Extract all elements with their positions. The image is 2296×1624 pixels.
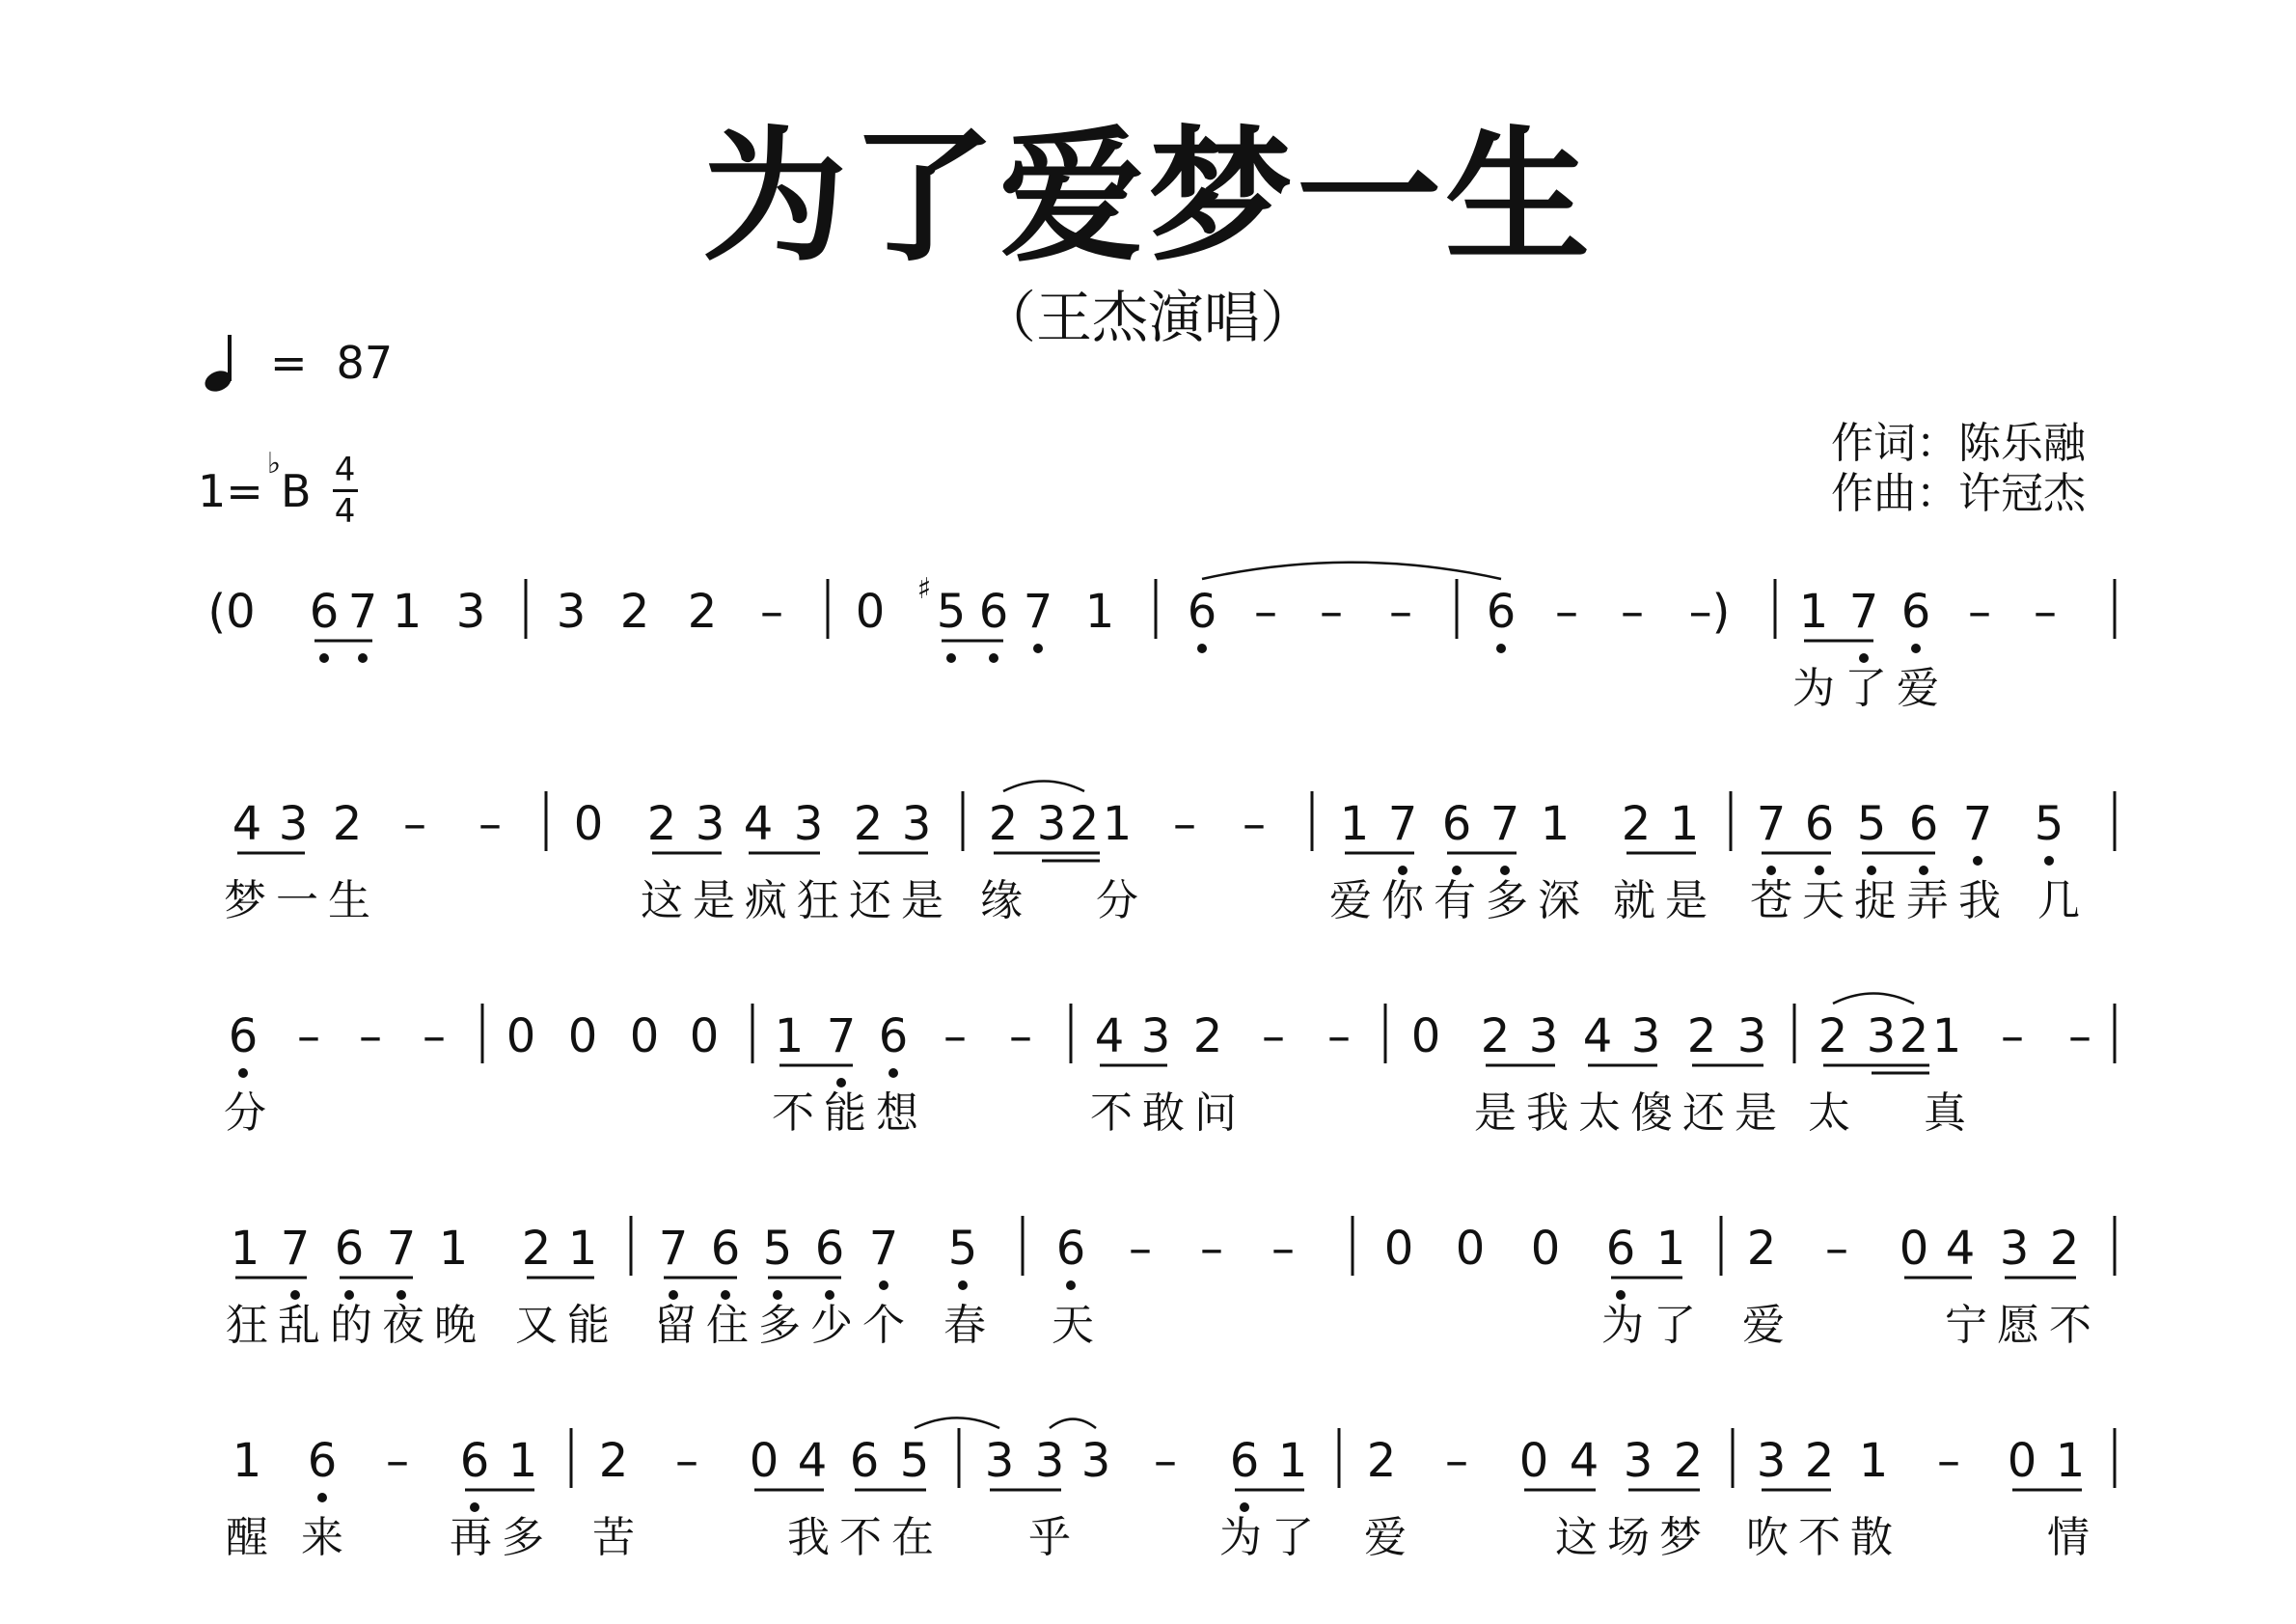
jianpu-note: 1 (232, 1434, 262, 1488)
jianpu-note: 2 (521, 1222, 552, 1276)
dash-note: – (1445, 1434, 1468, 1488)
jianpu-note: 6 (849, 1434, 880, 1488)
jianpu-note: 2 (1480, 1009, 1511, 1063)
jianpu-note: 6 (878, 1009, 909, 1063)
low-octave-dot (1867, 866, 1876, 875)
jianpu-note: 3 (1623, 1434, 1654, 1488)
tie-slur (1202, 563, 1501, 579)
jianpu-note: 0 (506, 1009, 536, 1063)
jianpu-note: 6 (459, 1434, 490, 1488)
lyric-text: 不能想 (772, 1088, 928, 1138)
jianpu-note: 3 (1034, 1434, 1065, 1488)
jianpu-note: 6 (228, 1009, 259, 1063)
jianpu-note: 7 (826, 1009, 857, 1063)
lyric-text: 苍天捉弄我 (1750, 876, 2010, 925)
low-octave-dot (879, 1280, 888, 1290)
jianpu-note: 2 (1192, 1009, 1223, 1063)
key-prefix: 1= (198, 464, 263, 517)
low-octave-dot (1500, 866, 1510, 875)
jianpu-note: 3 (901, 797, 932, 851)
jianpu-note: 1 (1669, 797, 1700, 851)
jianpu-note: 1 (1931, 1009, 1962, 1063)
lyric-text: 天 (1052, 1301, 1104, 1350)
jianpu-note: 5 (899, 1434, 930, 1488)
dash-note: – (386, 1434, 409, 1488)
jianpu-note: 3 (1036, 797, 1067, 851)
low-octave-dot (1973, 856, 1982, 866)
jianpu-note: 7 (658, 1222, 689, 1276)
jianpu-note: 2 (1366, 1434, 1397, 1488)
jianpu-note: 2 (1686, 1009, 1717, 1063)
lyric-text: 梦一生 (224, 876, 380, 925)
jianpu-note: 2 (1899, 1009, 1929, 1063)
jianpu-note: 2 (1746, 1222, 1777, 1276)
jianpu-note: 2 (1804, 1434, 1835, 1488)
jianpu-note: 2 (1673, 1434, 1704, 1488)
jianpu-note: 5 (1856, 797, 1887, 851)
dash-note: – (1621, 585, 1644, 639)
lyric-text: 苦 (592, 1513, 644, 1562)
jianpu-note: 1 (774, 1009, 805, 1063)
key-note: B (280, 464, 312, 517)
lyric-text: 缘 (980, 876, 1032, 925)
jianpu-note: 7 (347, 585, 378, 639)
low-octave-dot (2044, 856, 2054, 866)
jianpu-note: 1 (1102, 797, 1133, 851)
low-octave-dot (1452, 866, 1462, 875)
jianpu-note: 7 (868, 1222, 899, 1276)
jianpu-note: 0 (1899, 1222, 1929, 1276)
composer-credit: 作曲：许冠杰 (1831, 469, 2086, 518)
lyricist-credit: 作词：陈乐融 (1831, 419, 2086, 468)
jianpu-note: 6 (309, 585, 340, 639)
jianpu-note: 1 (1277, 1434, 1308, 1488)
lyric-text: 分 (1096, 876, 1148, 925)
jianpu-note: 6 (1804, 797, 1835, 851)
dash-note: – (359, 1009, 382, 1063)
dash-note: – (1262, 1009, 1285, 1063)
lyric-text: 这场梦 (1555, 1513, 1711, 1562)
dash-note: – (1555, 585, 1578, 639)
jianpu-note: 5 (947, 1222, 978, 1276)
jianpu-note: 1 (392, 585, 423, 639)
lyric-text: 爱 (1742, 1301, 1794, 1350)
jianpu-note: 4 (1945, 1222, 1976, 1276)
low-octave-dot (1197, 644, 1207, 653)
jianpu-note: 2 (1069, 797, 1100, 851)
low-octave-dot (825, 1290, 834, 1300)
jianpu-note: 1 (567, 1222, 598, 1276)
jianpu-note: 2 (1621, 797, 1652, 851)
jianpu-note: 7 (1962, 797, 1993, 851)
dash-note: – (1320, 585, 1343, 639)
jianpu-note: 5 (762, 1222, 793, 1276)
jianpu-note: 0 (1410, 1009, 1441, 1063)
jianpu-note: 3 (1736, 1009, 1767, 1063)
jianpu-note: 3 (793, 797, 824, 851)
lyric-text: 再多 (450, 1513, 554, 1562)
jianpu-note: 6 (1900, 585, 1931, 639)
jianpu-note: 0 (2007, 1434, 2037, 1488)
jianpu-note: 3 (1630, 1009, 1661, 1063)
dash-note: – (1173, 797, 1196, 851)
jianpu-note: ♯ (916, 572, 932, 606)
jianpu-note: 0 (629, 1009, 660, 1063)
dash-note: – (478, 797, 502, 851)
jianpu-note: 6 (307, 1434, 338, 1488)
jianpu-note: 1 (1540, 797, 1571, 851)
dash-note: – (943, 1009, 967, 1063)
jianpu-note: 6 (1908, 797, 1939, 851)
jianpu-note: 1 (1339, 797, 1370, 851)
jianpu-note: 2 (646, 797, 677, 851)
lyric-text: 真 (1924, 1088, 1976, 1138)
low-octave-dot (1496, 644, 1506, 653)
jianpu-note: 2 (1818, 1009, 1848, 1063)
low-octave-dot (773, 1290, 782, 1300)
jianpu-note: (0 (207, 585, 256, 639)
jianpu-note: 3 (1528, 1009, 1559, 1063)
dash-note: – (2001, 1009, 2024, 1063)
time-signature-top: 4 (334, 451, 356, 489)
jianpu-note: 1 (438, 1222, 469, 1276)
jianpu-note: 6 (710, 1222, 741, 1276)
dash-note: – (423, 1009, 446, 1063)
low-octave-dot (1398, 866, 1408, 875)
singer-subtitle: （王杰演唱） (979, 285, 1316, 350)
dash-note: – (675, 1434, 698, 1488)
low-octave-dot (1766, 866, 1776, 875)
jianpu-note: 6 (1486, 585, 1517, 639)
jianpu-note: 1 (2055, 1434, 2086, 1488)
jianpu-note: 0 (689, 1009, 720, 1063)
flat-sign: ♭ (266, 447, 281, 481)
jianpu-note: 0 (567, 1009, 598, 1063)
lyric-text: 乎 (1028, 1513, 1080, 1562)
lyric-text: 春 (943, 1301, 996, 1350)
lyric-text: 爱 (1364, 1513, 1416, 1562)
jianpu-note: 0 (1518, 1434, 1549, 1488)
jianpu-note: 0 (1455, 1222, 1486, 1276)
low-octave-dot (470, 1502, 479, 1512)
dash-note: – (1327, 1009, 1351, 1063)
jianpu-note: 1 (1798, 585, 1829, 639)
lyric-text: 几 (2037, 876, 2090, 925)
low-octave-dot (888, 1068, 898, 1078)
jianpu-note: 7 (386, 1222, 417, 1276)
dash-note: – (2068, 1009, 2091, 1063)
lyric-text: 这是疯狂还是 (641, 876, 953, 925)
jianpu-note: 5 (936, 585, 967, 639)
jianpu-note: 1 (1655, 1222, 1686, 1276)
jianpu-note: 6 (1441, 797, 1472, 851)
dash-note: – (403, 797, 426, 851)
dash-note: – (1129, 1222, 1152, 1276)
jianpu-note: 2 (619, 585, 650, 639)
lyric-text: 吹不散 (1746, 1513, 1902, 1562)
lyric-text: 醒 (226, 1513, 278, 1562)
jianpu-note: 6 (334, 1222, 365, 1276)
tie-slur (1833, 993, 1914, 1004)
low-octave-dot (1919, 866, 1928, 875)
lyric-text: 留住多少个 (654, 1301, 915, 1350)
low-octave-dot (1240, 1502, 1249, 1512)
low-octave-dot (344, 1290, 354, 1300)
tempo-equals: = (270, 337, 308, 389)
lyric-text: 为了 (1601, 1301, 1706, 1350)
jianpu-note: 3 (278, 797, 309, 851)
time-signature-bottom: 4 (334, 492, 356, 531)
jianpu-note: 3 (695, 797, 725, 851)
jianpu-note: 7 (1387, 797, 1418, 851)
low-octave-dot (1815, 866, 1824, 875)
jianpu-note: 3 (1756, 1434, 1787, 1488)
jianpu-note: 1 (230, 1222, 260, 1276)
jianpu-note: 3 (556, 585, 587, 639)
jianpu-note: 2 (853, 797, 884, 851)
jianpu-note: 7 (280, 1222, 311, 1276)
lyric-text: 爱你有多深 (1329, 876, 1590, 925)
jianpu-note: 0 (749, 1434, 779, 1488)
jianpu-note: 2 (332, 797, 363, 851)
jianpu-note: 2 (2049, 1222, 2080, 1276)
jianpu-note: 7 (1756, 797, 1787, 851)
jianpu-note: 2 (598, 1434, 629, 1488)
jianpu-note: 4 (1094, 1009, 1125, 1063)
jianpu-note: 4 (797, 1434, 828, 1488)
jianpu-note: 4 (743, 797, 774, 851)
jianpu-note: 3 (455, 585, 486, 639)
jianpu-note: 6 (1055, 1222, 1086, 1276)
jianpu-note: 0 (573, 797, 604, 851)
lyric-text: 为了爱 (1792, 664, 1949, 713)
jianpu-note: 7 (1490, 797, 1520, 851)
lyric-text: 狂乱的夜晚 (226, 1301, 486, 1350)
low-octave-dot (721, 1290, 730, 1300)
jianpu-note: 1 (507, 1434, 538, 1488)
jianpu-note: 7 (1023, 585, 1053, 639)
lyric-text: 就是 (1613, 876, 1717, 925)
low-octave-dot (1859, 653, 1869, 663)
lyric-text: 来 (301, 1513, 353, 1562)
jianpu-note: 2 (988, 797, 1019, 851)
dash-note: – (1200, 1222, 1223, 1276)
dash-note: – (1154, 1434, 1177, 1488)
low-octave-dot (1616, 1290, 1626, 1300)
jianpu-note: 4 (232, 797, 262, 851)
jianpu-note: 0 (1383, 1222, 1414, 1276)
dash-note: – (1389, 585, 1412, 639)
low-octave-dot (669, 1290, 678, 1300)
jianpu-note: 0 (855, 585, 886, 639)
lyric-text: 太 (1808, 1088, 1860, 1138)
jianpu-note: 6 (1605, 1222, 1636, 1276)
lyric-text: 分 (224, 1088, 276, 1138)
jianpu-note: 4 (1569, 1434, 1599, 1488)
jianpu-note: 1 (1084, 585, 1115, 639)
lyric-text: 我不在 (787, 1513, 943, 1562)
low-octave-dot (1066, 1280, 1076, 1290)
tie-slur (1050, 1419, 1096, 1428)
lyric-text: 情 (2047, 1513, 2099, 1562)
lyric-text: 不敢问 (1090, 1088, 1246, 1138)
dash-note: – (1243, 797, 1266, 851)
jianpu-note: 6 (1229, 1434, 1260, 1488)
jianpu-note: 5 (2034, 797, 2064, 851)
tie-slur (915, 1418, 999, 1428)
low-octave-dot (946, 653, 956, 663)
jianpu-note: 1 (1858, 1434, 1889, 1488)
low-octave-dot (958, 1280, 968, 1290)
low-octave-dot (290, 1290, 300, 1300)
jianpu-note: 0 (1530, 1222, 1561, 1276)
jianpu-note: 4 (1582, 1009, 1613, 1063)
jianpu-note: 6 (978, 585, 1009, 639)
low-octave-dot (319, 653, 329, 663)
jianpu-note: 7 (1848, 585, 1879, 639)
tie-slur (1003, 781, 1084, 791)
dash-note: – (1254, 585, 1277, 639)
jianpu-note: –) (1688, 585, 1731, 639)
low-octave-dot (238, 1068, 248, 1078)
jianpu-note: 2 (687, 585, 718, 639)
dash-note: – (760, 585, 783, 639)
dash-note: – (1825, 1222, 1848, 1276)
jianpu-note: 3 (1140, 1009, 1171, 1063)
dash-note: – (297, 1009, 320, 1063)
low-octave-dot (396, 1290, 406, 1300)
low-octave-dot (1911, 644, 1921, 653)
low-octave-dot (358, 653, 368, 663)
lyric-text: 宁愿不 (1945, 1301, 2101, 1350)
jianpu-note: 3 (1866, 1009, 1897, 1063)
jianpu-note: 3 (984, 1434, 1015, 1488)
jianpu-note: 6 (814, 1222, 845, 1276)
lyric-text: 又能 (515, 1301, 619, 1350)
low-octave-dot (1033, 644, 1043, 653)
jianpu-note: 6 (1187, 585, 1217, 639)
low-octave-dot (836, 1078, 846, 1087)
dash-note: – (1271, 1222, 1295, 1276)
dash-note: – (1937, 1434, 1960, 1488)
dash-note: – (2034, 585, 2057, 639)
song-title: 为了爱梦一生 (701, 114, 1594, 282)
jianpu-note: 3 (1080, 1434, 1111, 1488)
dash-note: – (1968, 585, 1991, 639)
low-octave-dot (989, 653, 998, 663)
jianpu-note: 3 (1999, 1222, 2030, 1276)
lyric-text: 为了 (1219, 1513, 1324, 1562)
low-octave-dot (317, 1493, 327, 1502)
lyric-text: 是我太傻还是 (1474, 1088, 1787, 1138)
tempo-bpm: 87 (336, 337, 394, 389)
dash-note: – (1009, 1009, 1032, 1063)
